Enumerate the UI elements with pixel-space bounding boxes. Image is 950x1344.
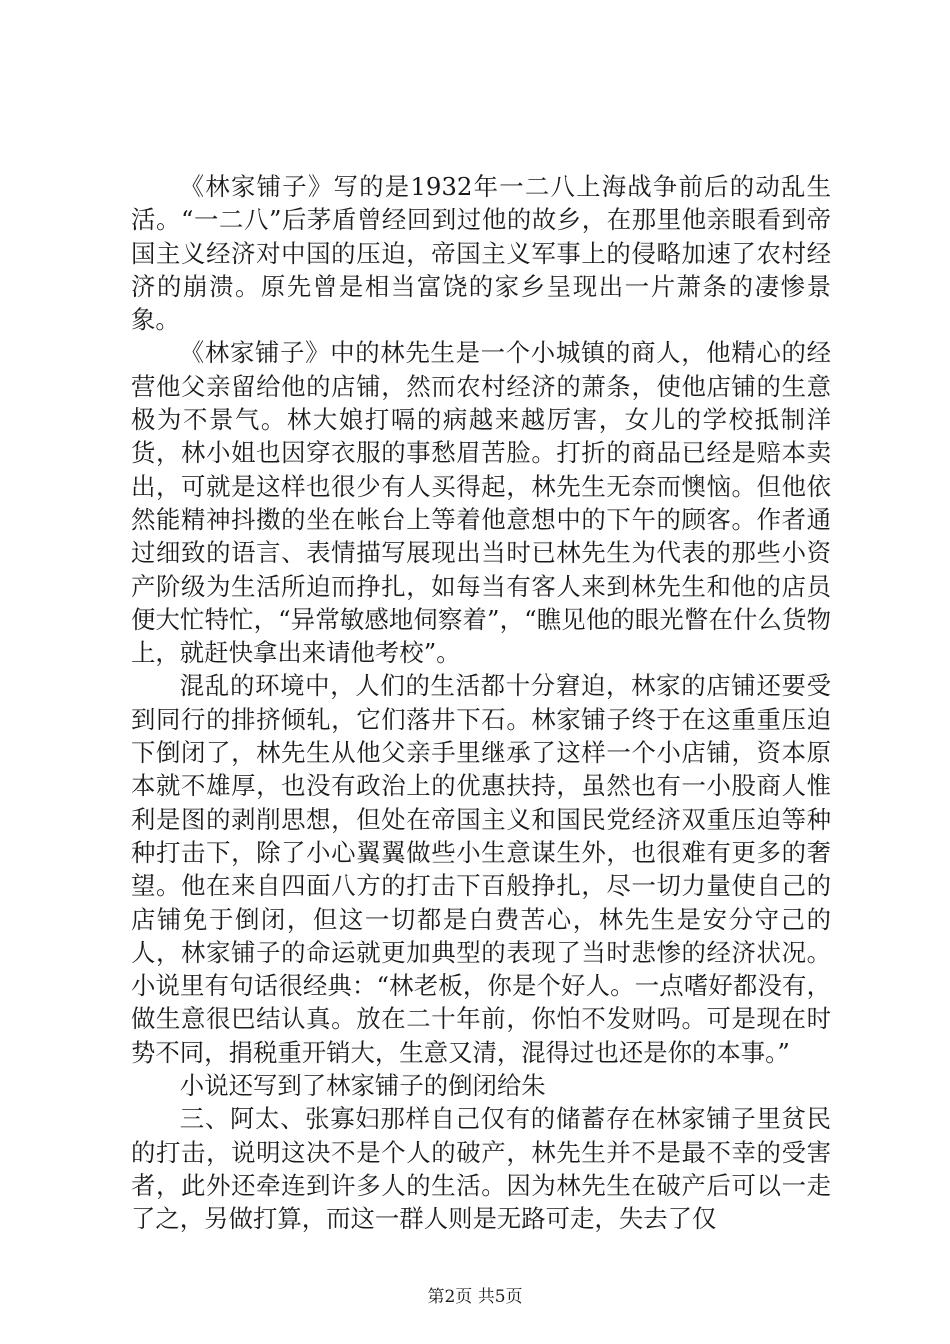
paragraph-5: 三、阿太、张寡妇那样自己仅有的储蓄存在林家铺子里贫民的打击，说明这决不是个人的破产，林先生并不是最不幸的受害者，此外还牵连到许多人的生活。因为林先生在破产后可以一走了之，另做打算，而这一群人则是无路可走，失去了仅 <box>131 1104 831 1234</box>
paragraph-1: 《林家铺子》写的是1932年一二八上海战争前后的动乱生活。“一二八”后茅盾曾经回到过他的故乡，在那里他亲眼看到帝国主义经济对中国的压迫，帝国主义军事上的侵略加速了农村经济的崩溃。原先曾是相当富饶的家乡呈现出一片萧条的凄惨景象。 <box>131 172 831 335</box>
page-footer: 第2页 共5页 <box>427 1287 523 1307</box>
document-body <box>131 170 831 1236</box>
paragraph-2: 《林家铺子》中的林先生是一个小城镇的商人，他精心的经营他父亲留给他的店铺，然而农村经济的萧条，使他店铺的生意极为不景气。林大娘打嗝的病越来越厉害，女儿的学校抵制洋货，林小姐也因穿衣服的事愁眉苦脸。打折的商品已经是赔本卖出，可就是这样也很少有人买得起，林先生无奈而懊恼。但他依然能精神抖擞的坐在帐台上等着他意想中的下午的顾客。作者通过细致的语言、表情描写展现出当时已林先生为代表的那些小资产阶级为生活所迫而挣扎，如每当有客人来到林先生和他的店员便大忙特忙，“异常敏感地伺察着”，“瞧见他的眼光瞥在什么货物上，就赶快拿出来请他考校”。 <box>131 338 831 668</box>
paragraph-4: 小说还写到了林家铺子的倒闭给朱 <box>179 1071 546 1101</box>
paragraph-3: 混乱的环境中，人们的生活都十分窘迫，林家的店铺还要受到同行的排挤倾轧，它们落井下石。林家铺子终于在这重重压迫下倒闭了，林先生从他父亲手里继承了这样一个小店铺，资本原本就不雄厚，也没有政治上的优惠扶持，虽然也有一小股商人惟利是图的剥削思想，但处在帝国主义和国民党经济双重压迫等种种打击下，除了小心翼翼做些小生意谋生外，也很难有更多的奢望。他在来自四面八方的打击下百般挣扎，尽一切力量使自己的店铺免于倒闭，但这一切都是白费苦心，林先生是安分守己的人，林家铺子的命运就更加典型的表现了当时悲惨的经济状况。小说里有句话很经典：“林老板，你是个好人。一点嗜好都没有，做生意很巴结认真。放在二十年前，你怕不发财吗。可是现在时势不同，捐税重开销大，生意又清，混得过也还是你的本事。” <box>131 671 831 1067</box>
